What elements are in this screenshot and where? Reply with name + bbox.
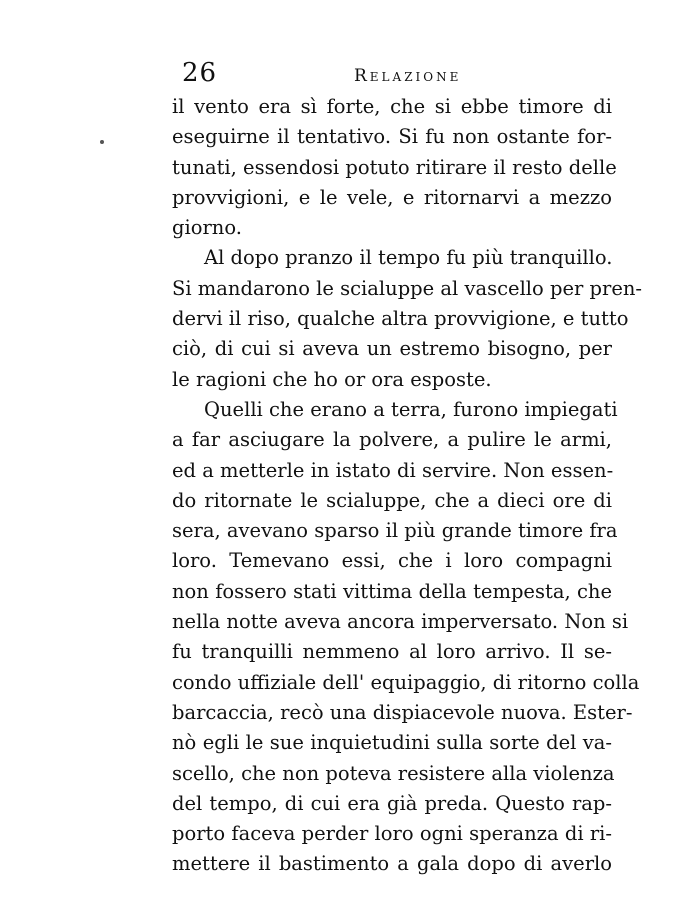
text-line: scello, che non poteva resistere alla violenza [172, 761, 615, 785]
text-line: do ritornate le scialuppe, che a dieci ore di [172, 488, 612, 512]
text-line: sera, avevano sparso il più grande timore fra [172, 519, 618, 543]
margin-speck [100, 140, 104, 144]
text-line: condo uffiziale dell' equipaggio, di ritorno colla [172, 670, 640, 694]
text-line: Si mandarono le scialuppe al vascello per pren- [172, 276, 643, 300]
page-header [172, 54, 612, 90]
running-title: Relazione [354, 66, 462, 86]
text-line: Quelli che erano a terra, furono impiegati [204, 397, 618, 421]
page-number: 26 [182, 58, 218, 88]
text-line: mettere il bastimento a gala dopo di averlo [172, 852, 612, 876]
text-line: fu tranquilli nemmeno al loro arrivo. Il se- [172, 640, 612, 664]
text-line: tunati, essendosi potuto ritirare il resto delle [172, 155, 617, 179]
text-line: ed a metterle in istato di servire. Non essen- [172, 458, 614, 482]
paragraph-2 [172, 243, 643, 394]
text-line: le ragioni che ho or ora esposte. [172, 367, 492, 391]
text-line: non fossero stati vittima della tempesta, che [172, 579, 612, 603]
text-line: porto faceva perder loro ogni speranza di ri- [172, 822, 612, 846]
text-line: nò egli le sue inquietudini sulla sorte del va- [172, 731, 612, 755]
text-line: del tempo, di cui era già preda. Questo rap- [172, 791, 612, 815]
text-line: a far asciugare la polvere, a pulire le armi, [172, 428, 612, 452]
text-line: il vento era sì forte, che si ebbe timore di [172, 95, 612, 118]
text-line: ciò, di cui si aveva un estremo bisogno, per [172, 337, 612, 361]
text-line: provvigioni, e le vele, e ritornarvi a mezzo [172, 185, 612, 209]
text-line: eseguirne il tentativo. Si fu non ostante for- [172, 125, 612, 149]
text-line: barcaccia, recò una dispiacevole nuova. Ester- [172, 700, 633, 724]
text-line: loro. Temevano essi, che i loro compagni [172, 549, 612, 573]
text-line: Al dopo pranzo il tempo fu più tranquillo. [204, 246, 613, 270]
text-line: nella notte aveva ancora imperversato. Non si [172, 610, 629, 634]
text-line: giorno. [172, 216, 242, 240]
paragraph-3 [172, 395, 640, 880]
text-line: dervi il riso, qualche altra provvigione, e tutto [172, 307, 629, 331]
paragraph-1 [172, 92, 617, 243]
body-text [172, 92, 643, 880]
